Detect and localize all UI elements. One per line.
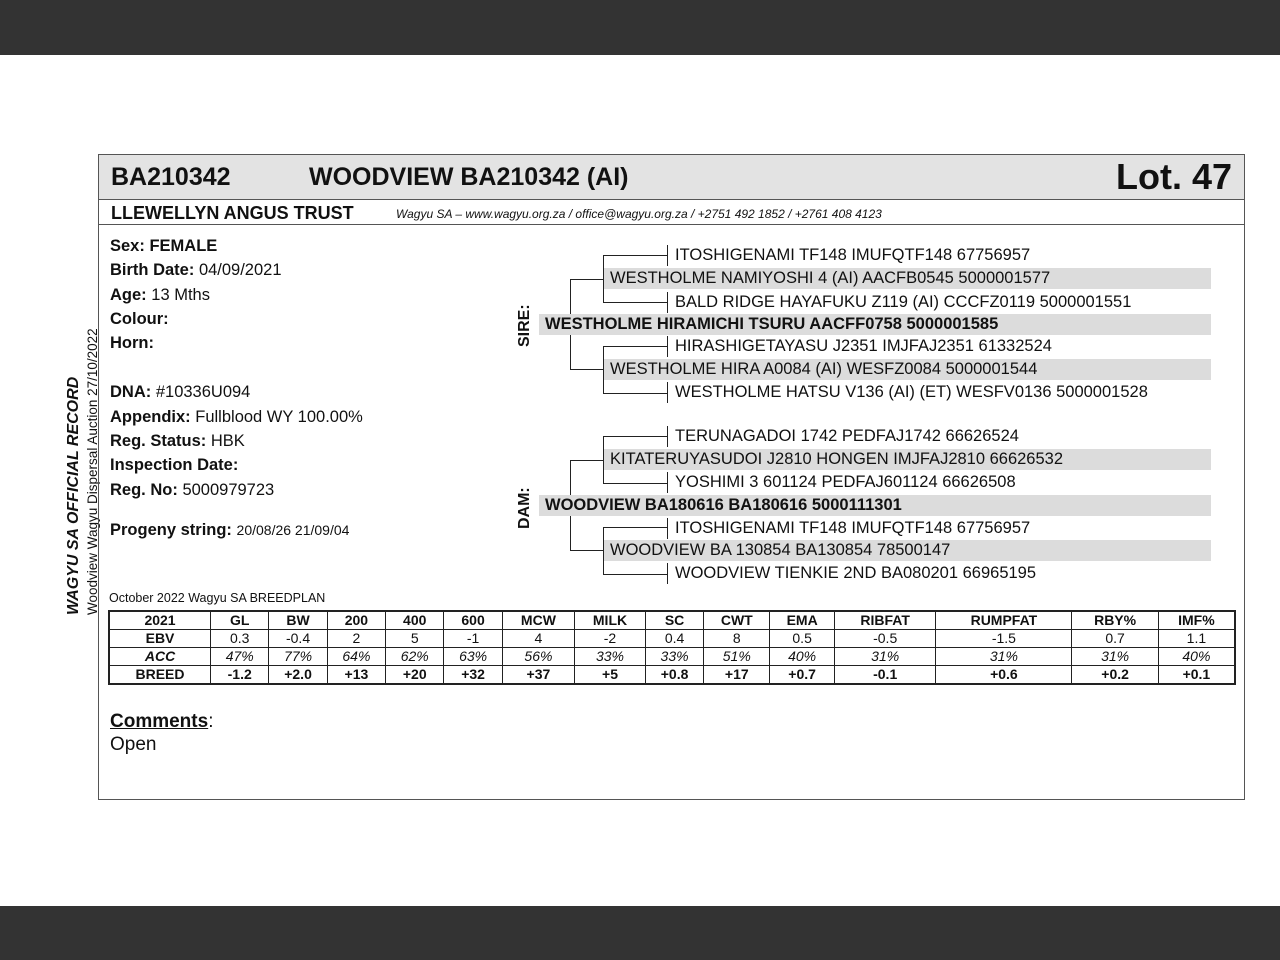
inspection-row — [110, 456, 238, 475]
table-cell: BW — [269, 611, 327, 630]
breed-row — [109, 666, 1235, 685]
comments-section: Comments: Open — [110, 711, 214, 755]
table-cell: 0.4 — [645, 630, 703, 648]
table-cell: 8 — [704, 630, 770, 648]
table-cell: 31% — [936, 648, 1072, 666]
table-cell: 400 — [386, 611, 444, 630]
table-cell: -0.5 — [834, 630, 936, 648]
appendix-label: Appendix: — [110, 408, 191, 426]
ebv-row — [109, 630, 1235, 648]
age-value: 13 Mths — [151, 286, 210, 304]
table-cell: MCW — [502, 611, 574, 630]
table-cell: 47% — [211, 648, 269, 666]
table-cell: 200 — [327, 611, 385, 630]
dam-sire-sire: TERUNAGADOI 1742 PEDFAJ1742 66626524 — [675, 427, 1019, 445]
table-cell: RUMPFAT — [936, 611, 1072, 630]
table-cell: -1 — [444, 630, 502, 648]
table-cell: 63% — [444, 648, 502, 666]
table-cell: -1.2 — [211, 666, 269, 685]
table-cell: -0.1 — [834, 666, 936, 685]
sire-dam-dam: WESTHOLME HATSU V136 (AI) (ET) WESFV0136 5000001528 — [675, 383, 1148, 401]
table-cell: 40% — [1158, 648, 1235, 666]
sex-label: Sex: — [110, 237, 145, 255]
table-cell: -2 — [575, 630, 646, 648]
owner-name: LLEWELLYN ANGUS TRUST — [111, 203, 354, 223]
table-cell: +0.1 — [1158, 666, 1235, 685]
reg-status-row — [110, 432, 245, 451]
title-row — [99, 155, 1244, 200]
sex-value: FEMALE — [149, 237, 218, 255]
reg-status-value: HBK — [210, 432, 245, 450]
table-cell: GL — [211, 611, 269, 630]
birth-label: Birth Date: — [110, 261, 195, 279]
appendix-value: Fullblood WY 100.00% — [195, 408, 363, 426]
bottom-dark-bar — [0, 906, 1280, 960]
dna-value: #10336U094 — [155, 383, 251, 401]
breedplan-title: October 2022 Wagyu SA BREEDPLAN — [109, 591, 326, 605]
animal-id: BA210342 — [111, 163, 231, 191]
table-cell: 51% — [704, 648, 770, 666]
sire-sire: WESTHOLME NAMIYOSHI 4 (AI) AACFB0545 5000001577 — [604, 268, 1211, 289]
animal-name: WOODVIEW BA210342 (AI) — [309, 163, 629, 191]
dam: WOODVIEW BA180616 BA180616 5000111301 — [539, 495, 1211, 516]
table-cell: 62% — [386, 648, 444, 666]
colour-label: Colour: — [110, 310, 169, 328]
header-row — [109, 611, 1235, 630]
table-cell: 1.1 — [1158, 630, 1235, 648]
contact-info: Wagyu SA – www.wagyu.org.za / office@wagyu.org.za / +2751 492 1852 / +2761 408 4123 — [396, 207, 882, 221]
table-cell: 0.5 — [770, 630, 835, 648]
table-cell: +2.0 — [269, 666, 327, 685]
table-cell: 2 — [327, 630, 385, 648]
table-cell: +0.7 — [770, 666, 835, 685]
table-cell: 64% — [327, 648, 385, 666]
progeny-value: 20/08/26 21/09/04 — [236, 522, 350, 538]
table-cell: +32 — [444, 666, 502, 685]
comments-value: Open — [110, 734, 157, 755]
sire-label: SIRE: — [516, 304, 533, 347]
table-cell: +37 — [502, 666, 574, 685]
dam-sire: KITATERUYASUDOI J2810 HONGEN IMJFAJ2810 66626532 — [604, 449, 1211, 470]
table-cell: 33% — [645, 648, 703, 666]
reg-status-label: Reg. Status: — [110, 432, 207, 450]
table-cell: +5 — [575, 666, 646, 685]
dna-label: DNA: — [110, 383, 152, 401]
table-cell: 4 — [502, 630, 574, 648]
row-label: BREED — [109, 666, 211, 685]
dam-sire-dam: YOSHIMI 3 601124 PEDFAJ601124 66626508 — [675, 473, 1016, 491]
table-cell: -1.5 — [936, 630, 1072, 648]
table-cell: 56% — [502, 648, 574, 666]
table-cell: MILK — [575, 611, 646, 630]
table-cell: +13 — [327, 666, 385, 685]
table-cell: RBY% — [1072, 611, 1158, 630]
dam-dam-sire: ITOSHIGENAMI TF148 IMUFQTF148 67756957 — [675, 519, 1031, 537]
horn-label: Horn: — [110, 334, 154, 352]
progeny-row — [110, 521, 349, 540]
dna-row — [110, 383, 250, 402]
dam-label: DAM: — [516, 487, 533, 529]
table-cell: 31% — [1072, 648, 1158, 666]
row-label: 2021 — [109, 611, 211, 630]
acc-row — [109, 648, 1235, 666]
reg-no-label: Reg. No: — [110, 481, 178, 499]
table-cell: +0.8 — [645, 666, 703, 685]
side-caption-subtitle: Woodview Wagyu Dispersal Auction 27/10/2022 — [85, 328, 100, 615]
table-cell: RIBFAT — [834, 611, 936, 630]
lot-number: Lot. 47 — [1115, 156, 1232, 197]
age-row — [110, 286, 210, 305]
side-caption — [65, 328, 100, 615]
birth-row — [110, 261, 282, 280]
sire-sire-sire: ITOSHIGENAMI TF148 IMUFQTF148 67756957 — [675, 246, 1031, 264]
sire: WESTHOLME HIRAMICHI TSURU AACFF0758 5000001585 — [539, 314, 1211, 335]
age-label: Age: — [110, 286, 147, 304]
inspection-label: Inspection Date: — [110, 456, 239, 474]
reg-no-row — [110, 481, 274, 500]
birth-value: 04/09/2021 — [198, 261, 282, 279]
row-label: ACC — [109, 648, 211, 666]
table-cell: 77% — [269, 648, 327, 666]
table-cell: 0.7 — [1072, 630, 1158, 648]
table-cell: +0.6 — [936, 666, 1072, 685]
table-cell: 600 — [444, 611, 502, 630]
table-cell: +0.2 — [1072, 666, 1158, 685]
row-label: EBV — [109, 630, 211, 648]
side-caption-title: WAGYU SA OFFICIAL RECORD — [65, 376, 82, 615]
table-cell: 40% — [770, 648, 835, 666]
sire-dam: WESTHOLME HIRA A0084 (AI) WESFZ0084 5000001544 — [604, 359, 1211, 380]
appendix-row — [110, 408, 363, 427]
table-cell: EMA — [770, 611, 835, 630]
top-dark-bar — [0, 0, 1280, 55]
table-cell: -0.4 — [269, 630, 327, 648]
colour-row — [110, 310, 169, 329]
owner-row — [99, 200, 1244, 225]
reg-no-value: 5000979723 — [182, 481, 275, 499]
comments-label: Comments — [110, 711, 209, 732]
table-cell: 0.3 — [211, 630, 269, 648]
table-cell: 5 — [386, 630, 444, 648]
table-cell: SC — [645, 611, 703, 630]
breedplan-table — [108, 610, 1236, 685]
table-cell: +20 — [386, 666, 444, 685]
dam-dam-dam: WOODVIEW TIENKIE 2ND BA080201 66965195 — [675, 564, 1037, 582]
progeny-label: Progeny string: — [110, 521, 232, 539]
table-cell: IMF% — [1158, 611, 1235, 630]
table-cell: CWT — [704, 611, 770, 630]
table-cell: 31% — [834, 648, 936, 666]
sire-dam-sire: HIRASHIGETAYASU J2351 IMJFAJ2351 61332524 — [675, 337, 1052, 355]
table-cell: 33% — [575, 648, 646, 666]
sex-row — [110, 237, 217, 256]
horn-row — [110, 334, 154, 353]
table-cell: +17 — [704, 666, 770, 685]
sire-sire-dam: BALD RIDGE HAYAFUKU Z119 (AI) CCCFZ0119 5000001551 — [675, 293, 1132, 311]
dam-dam: WOODVIEW BA 130854 BA130854 78500147 — [604, 540, 1211, 561]
